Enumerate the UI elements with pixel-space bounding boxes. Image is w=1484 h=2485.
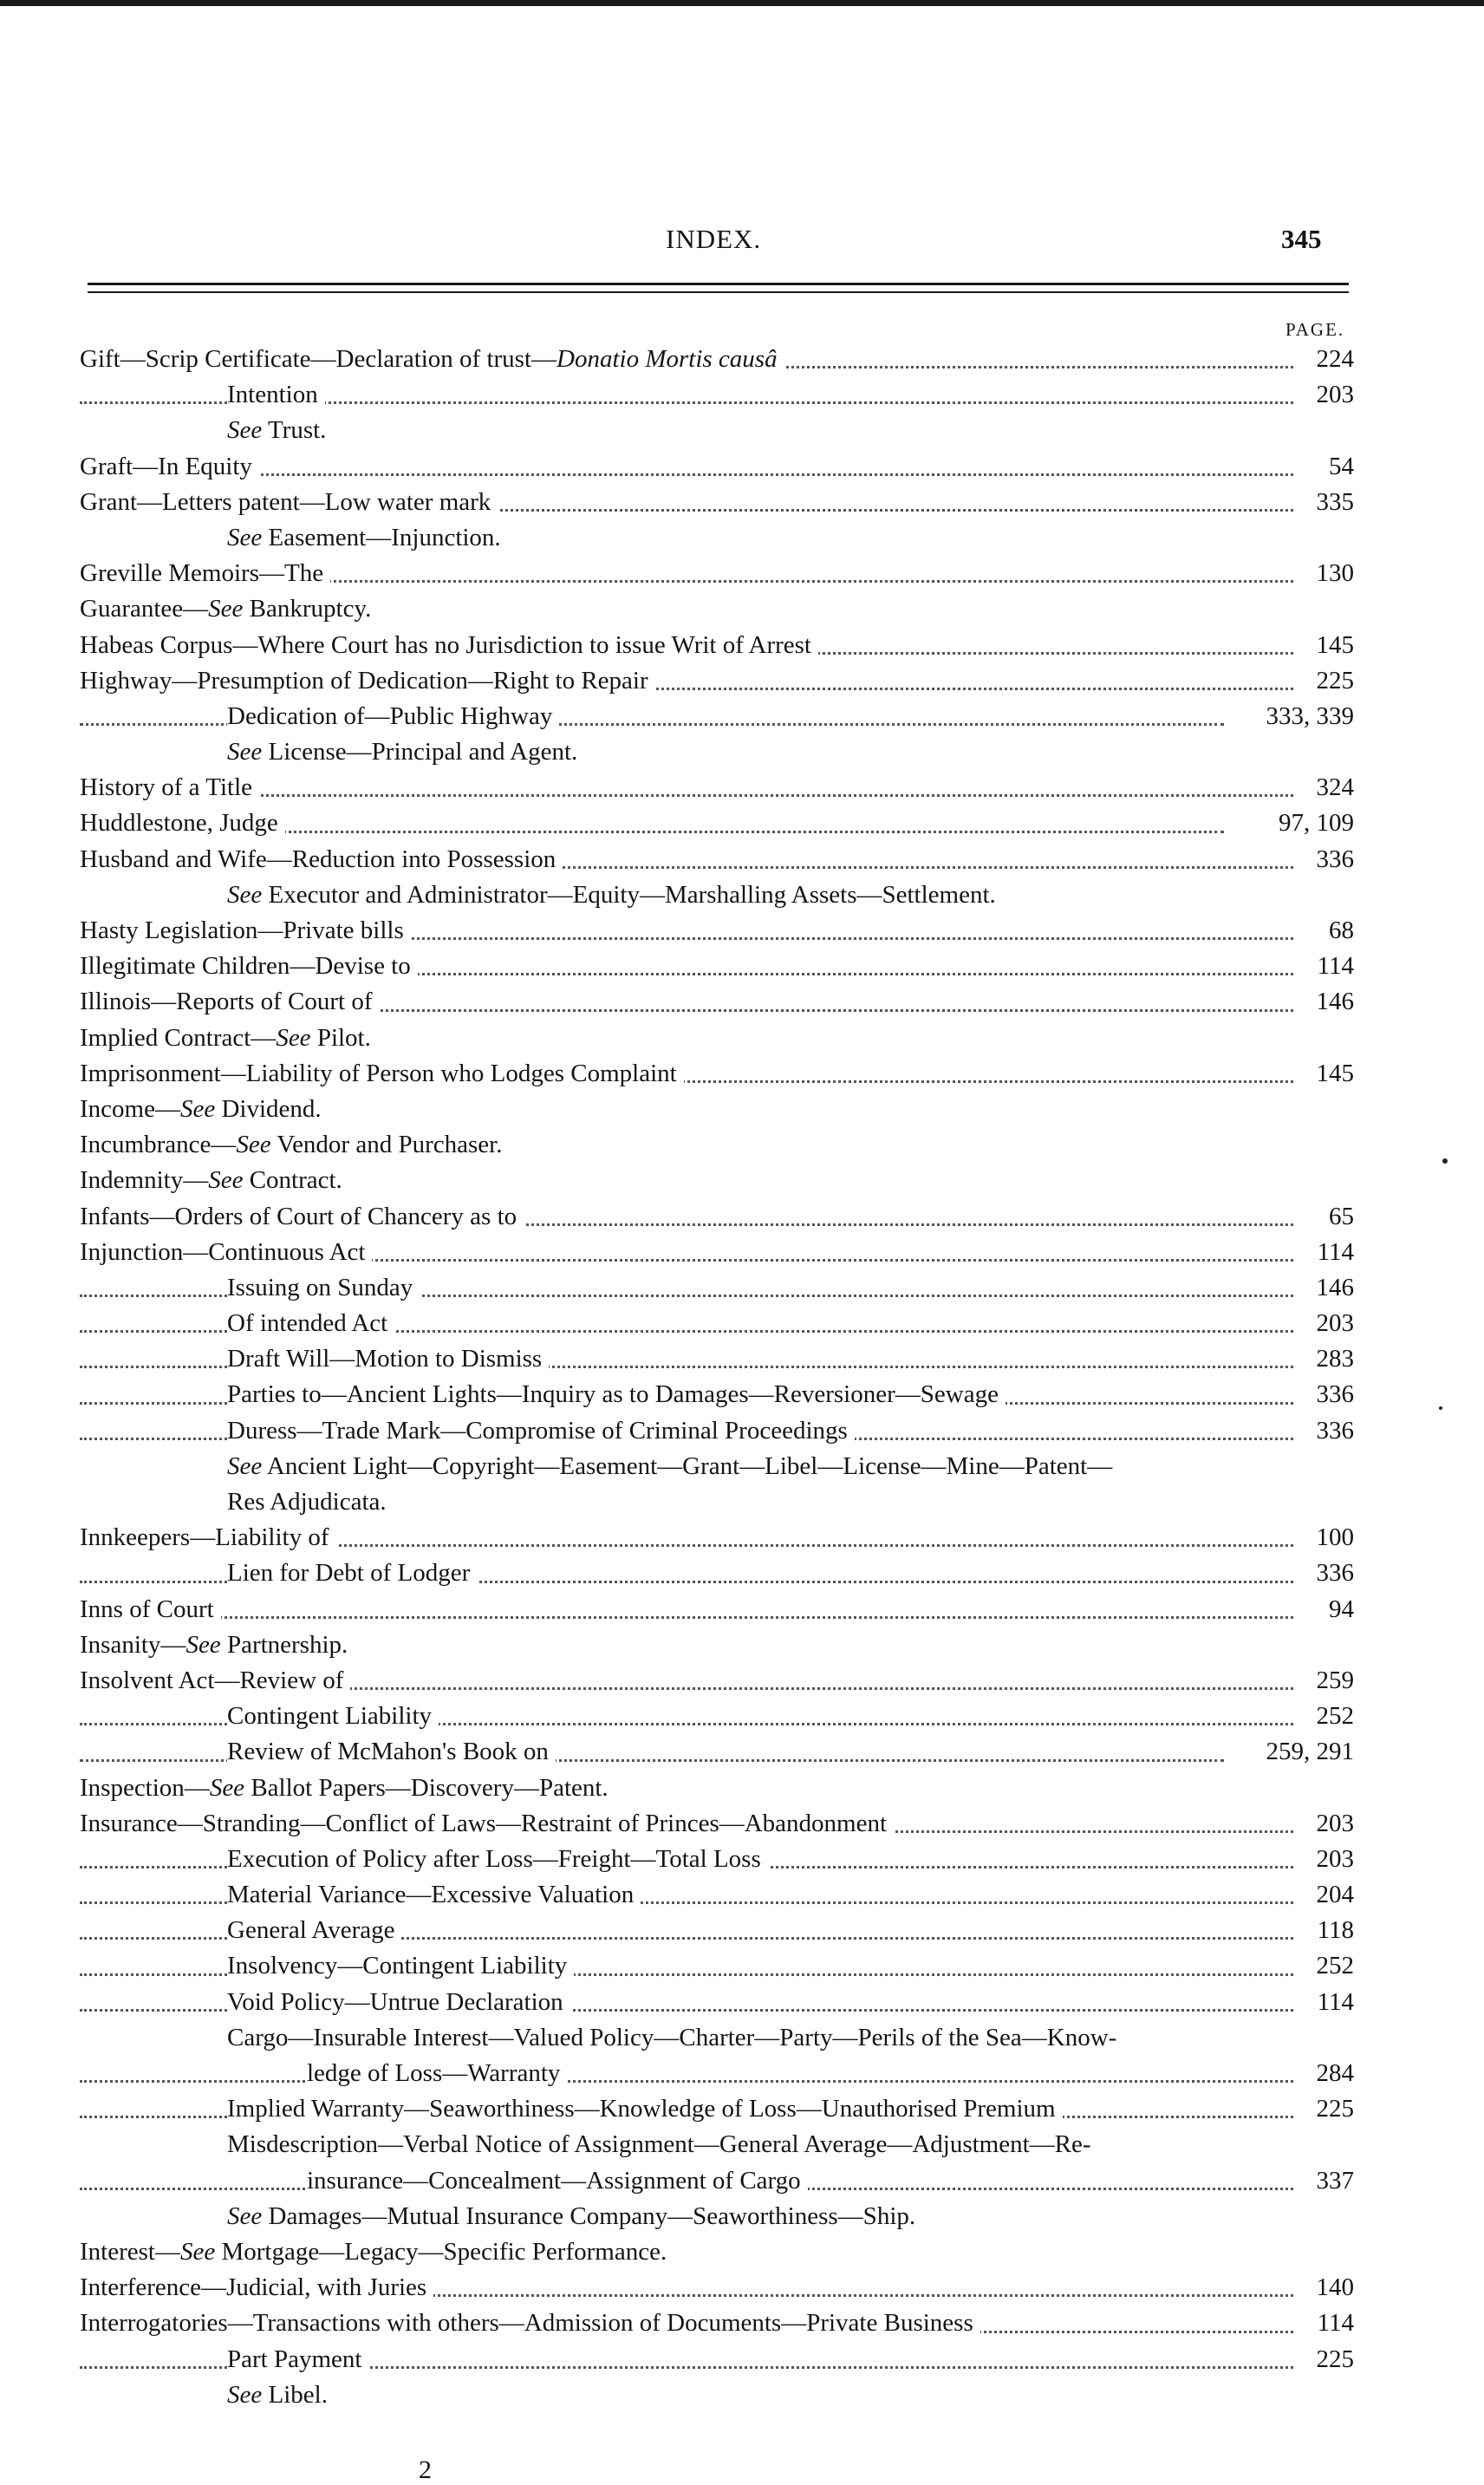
page-number: 345	[1281, 224, 1322, 254]
entry-page-ref: 336	[1312, 842, 1355, 877]
index-entry	[80, 485, 1354, 520]
index-entry	[80, 2091, 1354, 2127]
entry-page-ref: 284	[1312, 2056, 1355, 2091]
entry-text: Habeas Corpus—Where Court has no Jurisdiction to issue Writ of Arrest	[80, 628, 818, 663]
entry-page-ref: 225	[1312, 2342, 1355, 2377]
entry-text: Void Policy—Untrue Declaration	[227, 1985, 570, 2020]
header-rule-thin	[88, 291, 1349, 293]
entry-text: Parties to—Ancient Lights—Inquiry as to Damages—Reversioner—Sewage	[227, 1377, 1006, 1412]
entry-page-ref: 114	[1312, 1235, 1354, 1270]
entry-text: Issuing on Sunday	[227, 1270, 420, 1306]
page-header	[0, 224, 1484, 258]
entry-text: See Libel.	[227, 2380, 328, 2409]
entry-page-ref: 203	[1312, 1306, 1355, 1341]
entry-text: Part Payment	[227, 2342, 368, 2377]
entry-text: Execution of Policy after Loss—Freight—Total Loss	[227, 1842, 768, 1877]
entry-page-ref: 100	[1312, 1520, 1355, 1556]
index-entry	[80, 1270, 1354, 1306]
index-entry	[80, 663, 1354, 699]
entry-text: Dedication of—Public Highway	[227, 699, 559, 734]
index-entry	[80, 2306, 1354, 2341]
index-entry	[80, 2342, 1354, 2377]
index-entry	[80, 1484, 1354, 1520]
entry-text: Graft—In Equity	[80, 449, 259, 485]
index-entry	[80, 1913, 1354, 1948]
entry-text: Duress—Trade Mark—Compromise of Criminal Proceedings	[227, 1413, 855, 1449]
entry-text: ledge of Loss—Warranty	[307, 2056, 567, 2091]
index-entry	[80, 1021, 1354, 1056]
entry-page-ref: 114	[1312, 949, 1354, 984]
index-entry	[80, 806, 1354, 841]
index-entry	[80, 1734, 1354, 1770]
entry-text: Insolvent Act—Review of	[80, 1663, 350, 1699]
index-entry	[80, 2056, 1354, 2091]
entry-page-ref: 203	[1312, 1842, 1355, 1877]
entry-text: Husband and Wife—Reduction into Possession	[80, 842, 563, 877]
entry-page-ref: 337	[1312, 2163, 1355, 2199]
index-entries	[80, 342, 1354, 2413]
index-entry	[80, 1056, 1354, 1092]
entry-text: See Easement—Injunction.	[227, 523, 501, 551]
entry-text: Inns of Court	[80, 1592, 221, 1627]
index-entry	[80, 1948, 1354, 1984]
print-speck	[1439, 1406, 1442, 1410]
entry-text: Interrogatories—Transactions with others—Admission of Documents—Private Business	[80, 2306, 980, 2341]
entry-page-ref: 146	[1312, 1270, 1355, 1306]
index-entry	[80, 1592, 1354, 1627]
entry-text: Of intended Act	[227, 1306, 394, 1341]
entry-text: See Executor and Administrator—Equity—Marshalling Assets—Settlement.	[227, 880, 996, 909]
index-entry	[80, 1413, 1354, 1449]
entry-text: Illegitimate Children—Devise to	[80, 949, 418, 984]
entry-page-ref: 54	[1324, 449, 1354, 485]
index-entry	[80, 2020, 1354, 2056]
index-entry	[80, 1663, 1354, 1699]
index-entry	[80, 1341, 1354, 1377]
entry-text: Interference—Judicial, with Juries	[80, 2270, 433, 2306]
index-entry	[80, 1556, 1354, 1591]
entry-page-ref: 114	[1312, 2306, 1354, 2341]
index-entry	[80, 2234, 1354, 2270]
entry-text: See Damages—Mutual Insurance Company—Seaworthiness—Ship.	[227, 2201, 916, 2230]
entry-text: Huddlestone, Judge	[80, 806, 285, 841]
index-entry	[80, 1985, 1354, 2020]
entry-text: General Average	[227, 1913, 401, 1948]
index-entry	[80, 2163, 1354, 2199]
index-entry	[80, 1771, 1354, 1806]
index-entry	[80, 1877, 1354, 1913]
index-entry	[80, 877, 1354, 913]
entry-page-ref: 145	[1312, 1056, 1355, 1092]
entry-text: Hasty Legislation—Private bills	[80, 913, 411, 949]
index-entry	[80, 342, 1354, 377]
entry-text: Implied Warranty—Seaworthiness—Knowledge of Loss—Unauthorised Premium	[227, 2091, 1063, 2127]
entry-page-ref: 333, 339	[1261, 699, 1355, 734]
entry-page-ref: 140	[1312, 2270, 1355, 2306]
entry-text: Insanity—See Partnership.	[80, 1630, 348, 1659]
entry-text: Inspection—See Ballot Papers—Discovery—Patent.	[80, 1773, 609, 1802]
entry-page-ref: 203	[1312, 1806, 1355, 1842]
index-entry	[80, 591, 1354, 627]
entry-page-ref: 68	[1324, 913, 1354, 949]
index-entry	[80, 984, 1354, 1020]
entry-page-ref: 130	[1312, 556, 1355, 591]
index-entry	[80, 2270, 1354, 2306]
entry-text: See License—Principal and Agent.	[227, 738, 578, 766]
index-entry	[80, 1127, 1354, 1163]
index-entry	[80, 2199, 1354, 2234]
entry-page-ref: 204	[1312, 1877, 1355, 1913]
index-entry	[80, 2377, 1354, 2413]
index-entry	[80, 556, 1354, 591]
entry-text: Imprisonment—Liability of Person who Lodges Complaint	[80, 1056, 684, 1092]
entry-page-ref: 146	[1312, 984, 1355, 1020]
entry-text: Res Adjudicata.	[227, 1488, 387, 1516]
entry-page-ref: 336	[1312, 1413, 1355, 1449]
entry-text: Misdescription—Verbal Notice of Assignment—General Average—Adjustment—Re-	[227, 2130, 1091, 2159]
entry-text: Incumbrance—See Vendor and Purchaser.	[80, 1131, 503, 1159]
entry-page-ref: 225	[1312, 2091, 1355, 2127]
index-entry	[80, 2127, 1354, 2162]
entry-text: Income—See Dividend.	[80, 1094, 322, 1123]
top-border-line	[0, 0, 1484, 6]
entry-page-ref: 336	[1312, 1377, 1355, 1412]
index-entry	[80, 1806, 1354, 1842]
entry-text: Review of McMahon's Book on	[227, 1734, 556, 1770]
dot-leader	[80, 794, 1293, 797]
entry-text: Cargo—Insurable Interest—Valued Policy—Charter—Party—Perils of the Sea—Know-	[227, 2023, 1117, 2051]
entry-page-ref: 65	[1324, 1199, 1354, 1235]
entry-page-ref: 259	[1312, 1663, 1355, 1699]
entry-text: Lien for Debt of Lodger	[227, 1556, 477, 1591]
entry-page-ref: 97, 109	[1273, 806, 1354, 841]
entry-page-ref: 94	[1324, 1592, 1354, 1627]
index-entry	[80, 1520, 1354, 1556]
entry-page-ref: 324	[1312, 770, 1355, 806]
index-entry	[80, 734, 1354, 770]
entry-page-ref: 145	[1312, 628, 1355, 663]
entry-text: Interest—See Mortgage—Legacy—Specific Performance.	[80, 2237, 667, 2266]
dot-leader	[80, 473, 1293, 476]
entry-text: Material Variance—Excessive Valuation	[227, 1877, 641, 1913]
entry-text: Draft Will—Motion to Dismiss	[227, 1341, 549, 1377]
entry-page-ref: 283	[1312, 1341, 1355, 1377]
index-entry	[80, 699, 1354, 734]
entry-text: Grant—Letters patent—Low water mark	[80, 485, 498, 520]
print-speck	[1442, 1158, 1448, 1164]
entry-page-ref: 225	[1312, 663, 1355, 699]
entry-text: Implied Contract—See Pilot.	[80, 1023, 371, 1052]
index-entry	[80, 449, 1354, 485]
entry-text: Injunction—Continuous Act	[80, 1235, 372, 1270]
index-entry	[80, 1449, 1354, 1484]
index-entry	[80, 1842, 1354, 1877]
header-rule-thick	[88, 283, 1349, 285]
index-entry	[80, 1235, 1354, 1270]
dot-leader	[80, 2080, 1293, 2083]
entry-text: See Trust.	[227, 416, 327, 445]
entry-page-ref: 118	[1312, 1913, 1354, 1948]
entry-text: See Ancient Light—Copyright—Easement—Grant—Libel—License—Mine—Patent—	[227, 1451, 1113, 1480]
index-entry	[80, 913, 1354, 949]
index-entry	[80, 1627, 1354, 1663]
entry-page-ref: 252	[1312, 1699, 1355, 1734]
entry-text: Highway—Presumption of Dedication—Right to Repair	[80, 663, 655, 699]
entry-text: Contingent Liability	[227, 1699, 439, 1734]
entry-page-ref: 224	[1312, 342, 1355, 377]
dot-leader	[80, 1616, 1293, 1619]
index-entry	[80, 377, 1354, 413]
page-title: INDEX.	[666, 224, 762, 254]
index-entry	[80, 628, 1354, 663]
index-entry	[80, 1699, 1354, 1734]
entry-page-ref: 203	[1312, 377, 1355, 413]
index-entry	[80, 1199, 1354, 1235]
entry-page-ref: 336	[1312, 1556, 1355, 1591]
entry-text: Illinois—Reports of Court of	[80, 984, 380, 1020]
index-entry	[80, 770, 1354, 806]
entry-text: Gift—Scrip Certificate—Declaration of trust—Donatio Mortis causâ	[80, 342, 784, 377]
entry-text: Infants—Orders of Court of Chancery as to	[80, 1199, 524, 1235]
entry-text: Guarantee—See Bankruptcy.	[80, 595, 372, 623]
index-entry	[80, 1306, 1354, 1341]
page-column-heading: PAGE.	[1285, 319, 1345, 340]
index-entry	[80, 949, 1354, 984]
entry-page-ref: 259, 291	[1261, 1734, 1355, 1770]
index-entry	[80, 1163, 1354, 1198]
entry-text: Intention	[227, 377, 325, 413]
entry-text: insurance—Concealment—Assignment of Cargo	[307, 2163, 808, 2199]
entry-text: History of a Title	[80, 770, 259, 806]
entry-text: Insolvency—Contingent Liability	[227, 1948, 574, 1984]
entry-text: Indemnity—See Contract.	[80, 1166, 342, 1195]
index-entry	[80, 1092, 1354, 1127]
index-entry	[80, 413, 1354, 448]
index-entry	[80, 842, 1354, 877]
entry-page-ref: 114	[1312, 1985, 1354, 2020]
entry-text: Insurance—Stranding—Conflict of Laws—Restraint of Princes—Abandonment	[80, 1806, 894, 1842]
index-entry	[80, 520, 1354, 556]
entry-page-ref: 335	[1312, 485, 1355, 520]
entry-text: Innkeepers—Liability of	[80, 1520, 336, 1556]
signature-mark: 2	[419, 2456, 432, 2484]
entry-page-ref: 252	[1312, 1948, 1355, 1984]
index-entry	[80, 1377, 1354, 1412]
entry-text: Greville Memoirs—The	[80, 556, 330, 591]
